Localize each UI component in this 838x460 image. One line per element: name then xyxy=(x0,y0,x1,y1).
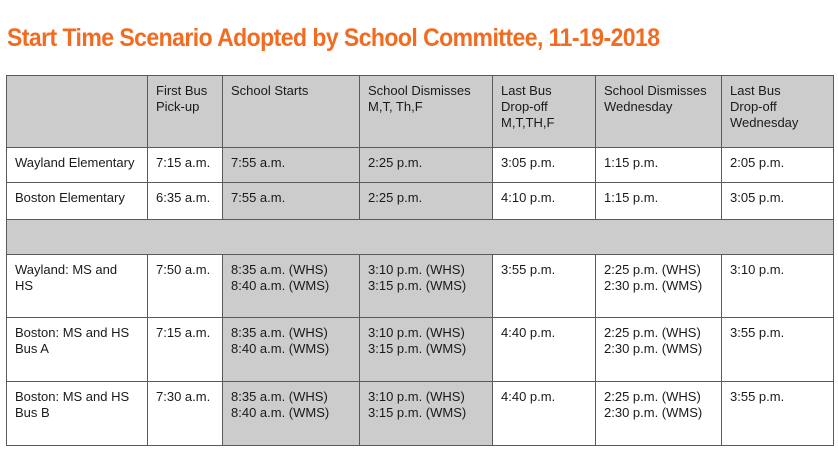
cell-text: 8:40 a.m. (WMS) xyxy=(231,405,330,420)
header-text: School Dismisses xyxy=(604,83,707,98)
cell-text: 3:15 p.m. (WMS) xyxy=(368,341,467,356)
cell-text: 6:35 a.m. xyxy=(156,190,211,205)
row-label-cell xyxy=(7,318,148,382)
last-bus-wed-cell xyxy=(722,255,834,318)
last-bus-wed-cell xyxy=(722,183,834,220)
header-row xyxy=(7,76,834,148)
school-starts-cell xyxy=(223,255,360,318)
cell-text: 3:15 p.m. (WMS) xyxy=(368,405,467,420)
dismisses-wed-cell xyxy=(596,382,722,446)
cell-text: Wayland Elementary xyxy=(15,155,135,170)
cell-text: Bus A xyxy=(15,341,49,356)
cell-text: 2:30 p.m. (WMS) xyxy=(604,341,703,356)
last-bus-wed-cell xyxy=(722,382,834,446)
table-row xyxy=(7,318,834,382)
column-header-last-bus-mtthf xyxy=(493,76,596,148)
cell-text: 7:55 a.m. xyxy=(231,190,286,205)
first-bus-pickup-cell xyxy=(148,318,223,382)
column-header-last-bus-wed xyxy=(722,76,834,148)
table-row xyxy=(7,148,834,183)
cell-text: 8:35 a.m. (WHS) xyxy=(231,262,328,277)
header-text: Drop-off xyxy=(730,99,777,114)
cell-text: Bus B xyxy=(15,405,50,420)
dismisses-mtthf-cell xyxy=(360,318,493,382)
shaded-divider xyxy=(7,220,834,255)
cell-text: 4:40 p.m. xyxy=(501,325,556,340)
row-label-cell xyxy=(7,255,148,318)
cell-text: 8:40 a.m. (WMS) xyxy=(231,278,330,293)
last-bus-wed-cell xyxy=(722,148,834,183)
cell-text: 7:50 a.m. xyxy=(156,262,211,277)
school-starts-cell xyxy=(223,318,360,382)
dismisses-wed-cell xyxy=(596,318,722,382)
cell-text: 2:25 p.m. (WHS) xyxy=(604,325,701,340)
cell-text: 3:55 p.m. xyxy=(730,325,785,340)
header-text: School Starts xyxy=(231,83,309,98)
cell-text: 4:40 p.m. xyxy=(501,389,556,404)
dismisses-mtthf-cell xyxy=(360,183,493,220)
divider-row xyxy=(7,220,834,255)
last-bus-mtthf-cell xyxy=(493,183,596,220)
cell-text: 8:35 a.m. (WHS) xyxy=(231,325,328,340)
cell-text: 7:15 a.m. xyxy=(156,155,211,170)
cell-text: 3:10 p.m. (WHS) xyxy=(368,325,465,340)
table-row xyxy=(7,382,834,446)
row-label-cell xyxy=(7,148,148,183)
header-text: Wednesday xyxy=(730,115,799,130)
row-label-cell xyxy=(7,183,148,220)
header-text: M,T, Th,F xyxy=(368,99,423,114)
cell-text: 3:15 p.m. (WMS) xyxy=(368,278,467,293)
cell-text: 8:35 a.m. (WHS) xyxy=(231,389,328,404)
last-bus-mtthf-cell xyxy=(493,382,596,446)
school-starts-cell xyxy=(223,148,360,183)
cell-text: HS xyxy=(15,278,34,293)
cell-text: 2:25 p.m. xyxy=(368,190,423,205)
first-bus-pickup-cell xyxy=(148,183,223,220)
cell-text: 3:10 p.m. (WHS) xyxy=(368,262,465,277)
header-text: Last Bus xyxy=(501,83,552,98)
cell-text: 2:25 p.m. (WHS) xyxy=(604,262,701,277)
cell-text: 4:10 p.m. xyxy=(501,190,556,205)
cell-text: Boston: MS and HS xyxy=(15,389,130,404)
header-text: School Dismisses xyxy=(368,83,471,98)
cell-text: 7:15 a.m. xyxy=(156,325,211,340)
cell-text: 7:55 a.m. xyxy=(231,155,286,170)
last-bus-mtthf-cell xyxy=(493,318,596,382)
school-starts-cell xyxy=(223,382,360,446)
first-bus-pickup-cell xyxy=(148,148,223,183)
header-text: First Bus xyxy=(156,83,208,98)
dismisses-mtthf-cell xyxy=(360,148,493,183)
last-bus-mtthf-cell xyxy=(493,148,596,183)
schedule-table xyxy=(6,75,834,446)
column-header-dismisses-wed xyxy=(596,76,722,148)
page-title: Start Time Scenario Adopted by School Committee, 11-19-2018 xyxy=(7,24,660,52)
cell-text: 7:30 a.m. xyxy=(156,389,211,404)
cell-text: 2:30 p.m. (WMS) xyxy=(604,405,703,420)
header-text: Last Bus xyxy=(730,83,781,98)
cell-text: 3:10 p.m. (WHS) xyxy=(368,389,465,404)
dismisses-mtthf-cell xyxy=(360,255,493,318)
column-header-dismisses-mtthf xyxy=(360,76,493,148)
cell-text: 2:25 p.m. (WHS) xyxy=(604,389,701,404)
first-bus-pickup-cell xyxy=(148,382,223,446)
table-row xyxy=(7,183,834,220)
column-header-school-starts xyxy=(223,76,360,148)
dismisses-wed-cell xyxy=(596,148,722,183)
dismisses-wed-cell xyxy=(596,183,722,220)
cell-text: Boston Elementary xyxy=(15,190,125,205)
cell-text: 3:10 p.m. xyxy=(730,262,785,277)
cell-text: 1:15 p.m. xyxy=(604,155,659,170)
column-header-blank xyxy=(7,76,148,148)
dismisses-mtthf-cell xyxy=(360,382,493,446)
dismisses-wed-cell xyxy=(596,255,722,318)
last-bus-wed-cell xyxy=(722,318,834,382)
cell-text: 3:05 p.m. xyxy=(501,155,556,170)
cell-text: 1:15 p.m. xyxy=(604,190,659,205)
header-text: Wednesday xyxy=(604,99,673,114)
school-starts-cell xyxy=(223,183,360,220)
column-header-first-bus-pickup xyxy=(148,76,223,148)
table-row xyxy=(7,255,834,318)
cell-text: 8:40 a.m. (WMS) xyxy=(231,341,330,356)
cell-text: 3:55 p.m. xyxy=(730,389,785,404)
cell-text: Wayland: MS and xyxy=(15,262,118,277)
header-text: Pick-up xyxy=(156,99,200,114)
cell-text: 3:05 p.m. xyxy=(730,190,785,205)
last-bus-mtthf-cell xyxy=(493,255,596,318)
header-text: Drop-off xyxy=(501,99,548,114)
cell-text: Boston: MS and HS xyxy=(15,325,130,340)
cell-text: 2:30 p.m. (WMS) xyxy=(604,278,703,293)
row-label-cell xyxy=(7,382,148,446)
header-text: M,T,TH,F xyxy=(501,115,555,130)
first-bus-pickup-cell xyxy=(148,255,223,318)
cell-text: 2:05 p.m. xyxy=(730,155,785,170)
cell-text: 3:55 p.m. xyxy=(501,262,556,277)
cell-text: 2:25 p.m. xyxy=(368,155,423,170)
